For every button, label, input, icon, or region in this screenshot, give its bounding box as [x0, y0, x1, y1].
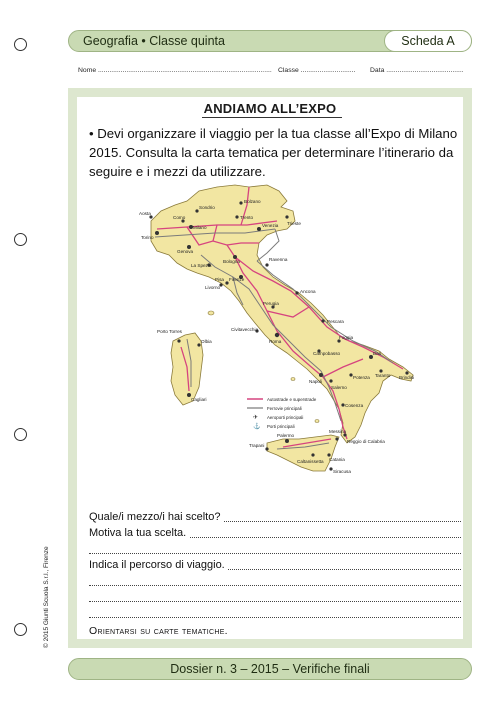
city-siracusa: Siracusa	[333, 469, 351, 474]
answer-line[interactable]	[89, 589, 461, 605]
city-milano: Milano	[193, 225, 207, 230]
city-bolzano: Bolzano	[244, 199, 261, 204]
city-cosenza: Cosenza	[345, 403, 364, 408]
city-trento: Trento	[240, 215, 254, 220]
city-genova: Genova	[177, 249, 194, 254]
binder-hole	[14, 233, 27, 246]
city-como: Como	[173, 215, 186, 220]
worksheet-frame	[68, 88, 472, 648]
city-ancona: Ancona	[300, 289, 316, 294]
city-bologna: Bologna	[223, 259, 240, 264]
legend-port: Porti principali	[267, 424, 295, 429]
city-brindisi: Brindisi	[399, 375, 415, 380]
city-caltanissetta: Caltanissetta	[297, 459, 324, 464]
city-reggio: Reggio di Calabria	[347, 439, 385, 444]
city-perugia: Perugia	[263, 301, 279, 306]
legend-airport: Aeroporti principali	[267, 415, 304, 420]
legend-rail: Ferrovie principali	[267, 406, 302, 411]
city-torino: Torino	[141, 235, 154, 240]
city-porto-torres: Porto Torres	[157, 329, 182, 334]
title-underline	[202, 117, 342, 118]
city-potenza: Potenza	[353, 375, 370, 380]
copyright-text: © 2015 Giunti Scuola S.r.l., Firenze	[43, 546, 50, 648]
city-cagliari: Cagliari	[191, 397, 207, 402]
italy-thematic-map	[117, 181, 437, 499]
city-napoli: Napoli	[309, 379, 323, 384]
question-transport[interactable]	[89, 509, 461, 525]
city-catania: Catania	[329, 457, 345, 462]
skill-label: Orientarsi su carte tematiche.	[89, 625, 228, 637]
subject-label: Geografia • Classe quinta	[83, 34, 225, 48]
airport-icon: ✈	[253, 415, 259, 421]
answer-line[interactable]	[89, 573, 461, 589]
city-pisa: Pisa	[215, 277, 224, 282]
question-route-label: Indica il percorso di viaggio.	[89, 559, 228, 571]
binder-hole	[14, 428, 27, 441]
question-route[interactable]	[89, 557, 461, 573]
city-campobasso: Campobasso	[313, 351, 341, 356]
city-firenze: Firenze	[229, 277, 245, 282]
date-field[interactable]: Data .........................................	[370, 67, 464, 74]
city-palermo: Palermo	[277, 433, 295, 438]
city-trieste: Trieste	[287, 221, 301, 226]
city-roma: Roma	[269, 339, 282, 344]
city-pescara: Pescara	[327, 319, 344, 324]
city-sondrio: Sondrio	[199, 205, 215, 210]
question-transport-label: Quale/i mezzo/i hai scelto?	[89, 511, 223, 523]
city-trapani: Trapani	[249, 443, 265, 448]
question-reason-label: Motiva la tua scelta.	[89, 527, 189, 539]
sicily	[267, 435, 339, 471]
answer-line[interactable]	[89, 605, 461, 621]
sheet-label: Scheda A	[384, 30, 472, 52]
city-aosta: Aosta	[139, 211, 151, 216]
legend-highway: Autostrade e superstrade	[267, 397, 317, 402]
header-bar	[68, 30, 472, 52]
city-ravenna: Ravenna	[269, 257, 288, 262]
city-messina: Messina	[329, 429, 347, 434]
city-salerno: Salerno	[331, 385, 347, 390]
city-civitavecchia: Civitavecchia	[231, 327, 259, 332]
answer-line[interactable]	[89, 541, 461, 557]
map-legend	[247, 397, 317, 430]
city-bari: Bari	[373, 351, 382, 356]
anchor-icon: ⚓	[253, 424, 261, 430]
city-la-spezia: La Spezia	[191, 263, 212, 268]
city-venezia: Venezia	[262, 223, 279, 228]
footer-bar: Dossier n. 3 – 2015 – Verifiche finali	[68, 658, 472, 680]
page-title: ANDIAMO ALL’EXPO	[203, 101, 337, 116]
instructions-text: • Devi organizzare il viaggio per la tua classe all’Expo di Milano 2015. Consulta la carta tematica per determinare l’itinerario da seguire e i mezzi da utilizzare.	[89, 126, 458, 179]
binder-hole	[14, 38, 27, 51]
question-reason[interactable]	[89, 525, 461, 541]
city-livorno: Livorno	[205, 285, 221, 290]
city-foggia: Foggia	[339, 335, 354, 340]
binder-hole	[14, 623, 27, 636]
city-olbia: Olbia	[201, 339, 212, 344]
city-taranto: Taranto	[375, 373, 391, 378]
class-field[interactable]: Classe .............................	[278, 67, 356, 74]
name-field[interactable]: Nome ............................................................................................	[78, 67, 272, 74]
